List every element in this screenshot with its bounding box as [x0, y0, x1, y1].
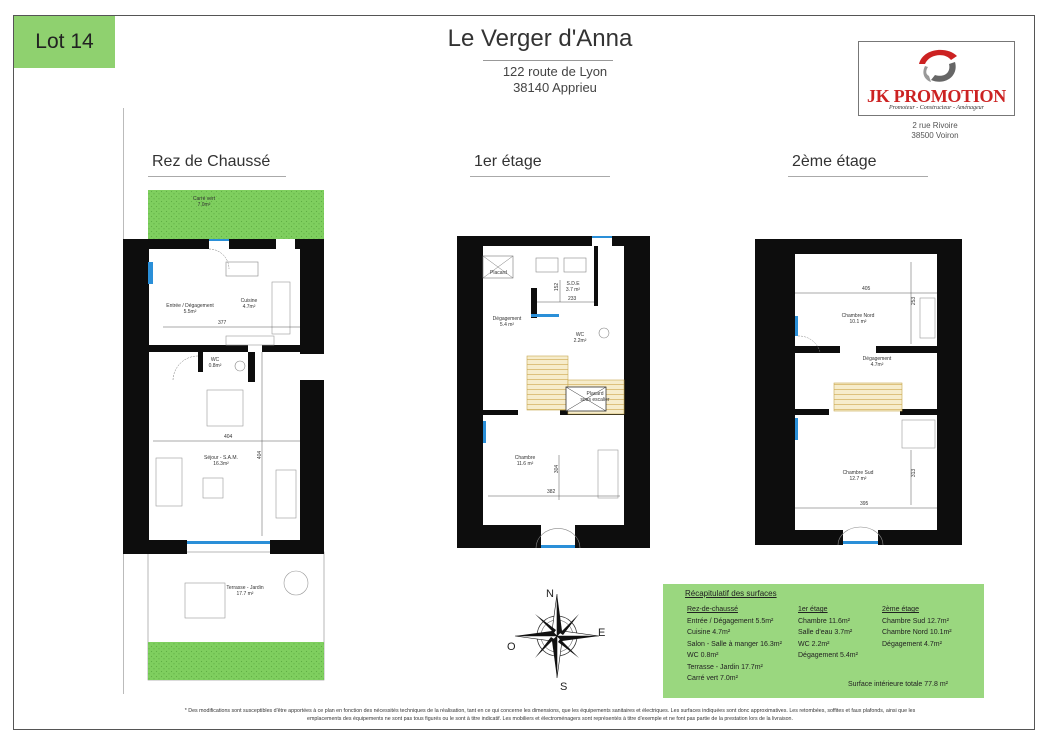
summary-item: Dégagement 5.4m²	[798, 652, 858, 659]
dim-152: 152	[554, 282, 561, 292]
company-address-line-1: 2 rue Rivoire	[912, 121, 958, 130]
surface-summary	[663, 584, 984, 698]
label-wc-rdc: WC 0.8m²	[208, 357, 222, 369]
dim-377: 377	[218, 320, 227, 326]
address-line-2: 38140 Apprieu	[513, 80, 597, 95]
label-entree: Entrée / Dégagement 5.5m²	[166, 303, 214, 315]
label-placard-escalier: Placard sous escalier	[580, 391, 610, 403]
summary-item: Chambre Nord 10.1m²	[882, 629, 952, 636]
compass-e: E	[598, 627, 606, 639]
label-degagement1: Dégagement 5.4 m²	[492, 316, 522, 328]
summary-item: Chambre 11.6m²	[798, 617, 851, 625]
jardin-grass	[148, 642, 324, 680]
compass-s: S	[560, 681, 568, 693]
label-sejour: Séjour - S.A.M. 16.3m²	[204, 455, 238, 467]
dim-404: 404	[224, 434, 233, 440]
summary-item: WC 0.8m²	[687, 652, 719, 659]
dim-313: 313	[911, 468, 918, 478]
section-title-etage1: 1er étage	[474, 153, 542, 170]
summary-total: Surface intérieure totale 77.8 m²	[848, 681, 948, 688]
dim-404-vertical: 404	[257, 450, 264, 460]
dim-405: 405	[862, 286, 871, 292]
section-title-etage2: 2ème étage	[792, 153, 877, 170]
plan-etage2	[755, 239, 962, 545]
summary-item: Carré vert 7.0m²	[687, 675, 738, 682]
label-sde: S.D.E 3.7 m²	[565, 281, 581, 293]
walls-rdc	[123, 239, 324, 554]
summary-rdc-title: Rez-de-chaussé	[687, 606, 738, 613]
summary-item: Dégagement 4.7m²	[882, 640, 942, 648]
summary-item: Salle d'eau 3.7m²	[798, 629, 853, 636]
carre-vert-area	[148, 190, 324, 239]
summary-col-etage2	[882, 604, 952, 650]
logo-tagline: Promoteur - Constructeur - Aménageur	[889, 105, 984, 111]
company-address-line-2: 38500 Voiron	[911, 131, 959, 140]
address-line-1: 122 route de Lyon	[502, 64, 608, 79]
summary-item: Cuisine 4.7m²	[687, 629, 731, 636]
label-chambre-sud: Chambre Sud 12.7 m²	[842, 470, 874, 482]
section-title-rdc: Rez de Chaussé	[152, 153, 271, 170]
project-title: Le Verger d'Anna	[447, 25, 633, 52]
label-carre-vert: Carré vert 7.0m²	[192, 196, 216, 208]
lot-badge: Lot 14	[14, 16, 115, 68]
footnote: * Des modifications sont susceptibles d'être apportées à ce plan en fonction des nécessités techniques de la réalisation, tant en ce qui concerne les dimensions, que les équipements sanitaires et électriques. Les surfaces indiquées sont donc approximatives. Les retombées, soffites et faux plafonds, ainsi que les emplacements des équipements ne sont pas tous figurés ou le sont à titre indicatif. Les mobiliers et électroménagers sont représentés à titre d'exemple et ne font pas partie de la prestation lors de la livraison.	[184, 708, 916, 722]
summary-item: WC 2.2m²	[798, 640, 830, 648]
dim-233: 233	[568, 296, 577, 302]
dim-253: 253	[911, 296, 918, 306]
dim-304: 304	[554, 464, 561, 474]
label-wc1: WC 2.2m²	[573, 332, 587, 344]
label-degagement2: Dégagement 4.7m²	[862, 356, 892, 368]
summary-heading: Récapitulatif des surfaces	[685, 589, 777, 598]
summary-col-rdc	[687, 604, 782, 685]
dim-382: 382	[547, 489, 556, 495]
label-terrasse: Terrasse - Jardin 17.7 m²	[226, 585, 264, 597]
compass-n: N	[546, 588, 554, 600]
summary-item: Entrée / Dégagement 5.5m²	[687, 617, 774, 625]
summary-e1-title: 1er étage	[798, 606, 828, 613]
dim-395: 395	[860, 501, 869, 507]
summary-col-etage1	[798, 604, 858, 662]
compass-o: O	[507, 641, 516, 653]
summary-item: Terrasse - Jardin 17.7m²	[687, 663, 763, 671]
summary-item: Salon - Salle à manger 16.3m²	[687, 640, 782, 648]
summary-item: Chambre Sud 12.7m²	[882, 617, 949, 625]
compass-rose-icon	[515, 594, 599, 678]
label-placard: Placard	[490, 270, 507, 276]
label-chambre-nord: Chambre Nord 10.1 m²	[841, 313, 875, 325]
label-cuisine: Cuisine 4.7m²	[240, 298, 258, 310]
summary-e2-title: 2ème étage	[882, 606, 919, 613]
label-chambre1: Chambre 11.6 m²	[514, 455, 536, 467]
logo-company-name: JK PROMOTION	[867, 86, 1006, 106]
